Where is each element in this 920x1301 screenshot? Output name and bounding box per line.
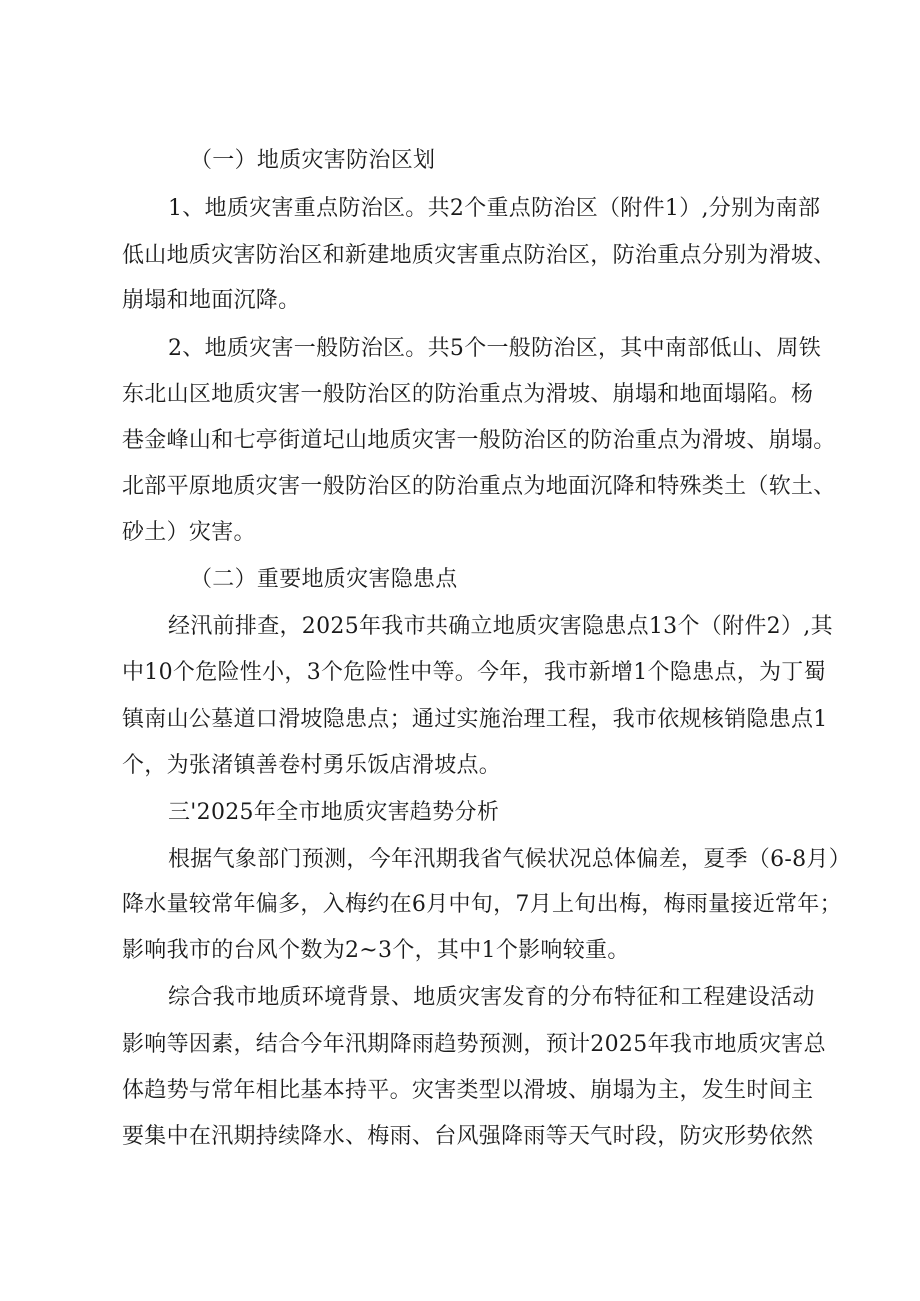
paragraph-line: 经汛前排查，2025年我市共确立地质灾害隐患点13个（附件2）,其: [168, 614, 833, 639]
paragraph-line: 1、地质灾害重点防治区。共2个重点防治区（附件1）,分别为南部: [168, 196, 821, 221]
paragraph-line: 砂土）灾害。: [122, 520, 256, 545]
paragraph-line: 影响等因素，结合今年汛期降雨趋势预测，预计2025年我市地质灾害总: [122, 1032, 826, 1057]
paragraph-line: 中10个危险性小，3个危险性中等。今年，我市新增1个隐患点，为丁蜀: [122, 660, 826, 685]
paragraph-line: 个，为张渚镇善卷村勇乐饭店滑坡点。: [122, 753, 502, 778]
paragraph-line: 体趋势与常年相比基本持平。灾害类型以滑坡、崩塌为主，发生时间主: [122, 1078, 814, 1103]
paragraph-line: 北部平原地质灾害一般防治区的防治重点为地面沉降和特殊类土（软土、: [122, 474, 836, 499]
paragraph-line: 镇南山公墓道口滑坡隐患点；通过实施治理工程，我市依规核销隐患点1: [122, 707, 828, 732]
paragraph-line: 巷金峰山和七亭街道圮山地质灾害一般防治区的防治重点为滑坡、崩塌。: [122, 428, 836, 453]
paragraph-line: 低山地质灾害防治区和新建地质灾害重点防治区，防治重点分别为滑坡、: [122, 243, 836, 268]
paragraph-line: 崩塌和地面沉降。: [122, 288, 301, 313]
paragraph-line: 东北山区地质灾害一般防治区的防治重点为滑坡、崩塌和地面塌陷。杨: [122, 382, 814, 407]
section-heading-trend-analysis: 三'2025年全市地质灾害趋势分析: [168, 800, 500, 825]
paragraph-line: 根据气象部门预测，今年汛期我省气候状况总体偏差，夏季（6-8月）: [168, 847, 852, 872]
paragraph-line: 影响我市的台风个数为2~3个，其中1个影响较重。: [122, 938, 630, 963]
paragraph-line: 降水量较常年偏多，入梅约在6月中旬，7月上旬出梅，梅雨量接近常年；: [122, 892, 842, 917]
paragraph-line: 要集中在汛期持续降水、梅雨、台风强降雨等天气时段，防灾形势依然: [122, 1124, 814, 1149]
paragraph-line: 综合我市地质环境背景、地质灾害发育的分布特征和工程建设活动: [168, 985, 815, 1010]
section-heading-zoning: （一）地质灾害防治区划: [190, 148, 436, 173]
section-heading-hazard-points: （二）重要地质灾害隐患点: [190, 567, 458, 592]
paragraph-line: 2、地质灾害一般防治区。共5个一般防治区，其中南部低山、周铁: [168, 336, 821, 361]
